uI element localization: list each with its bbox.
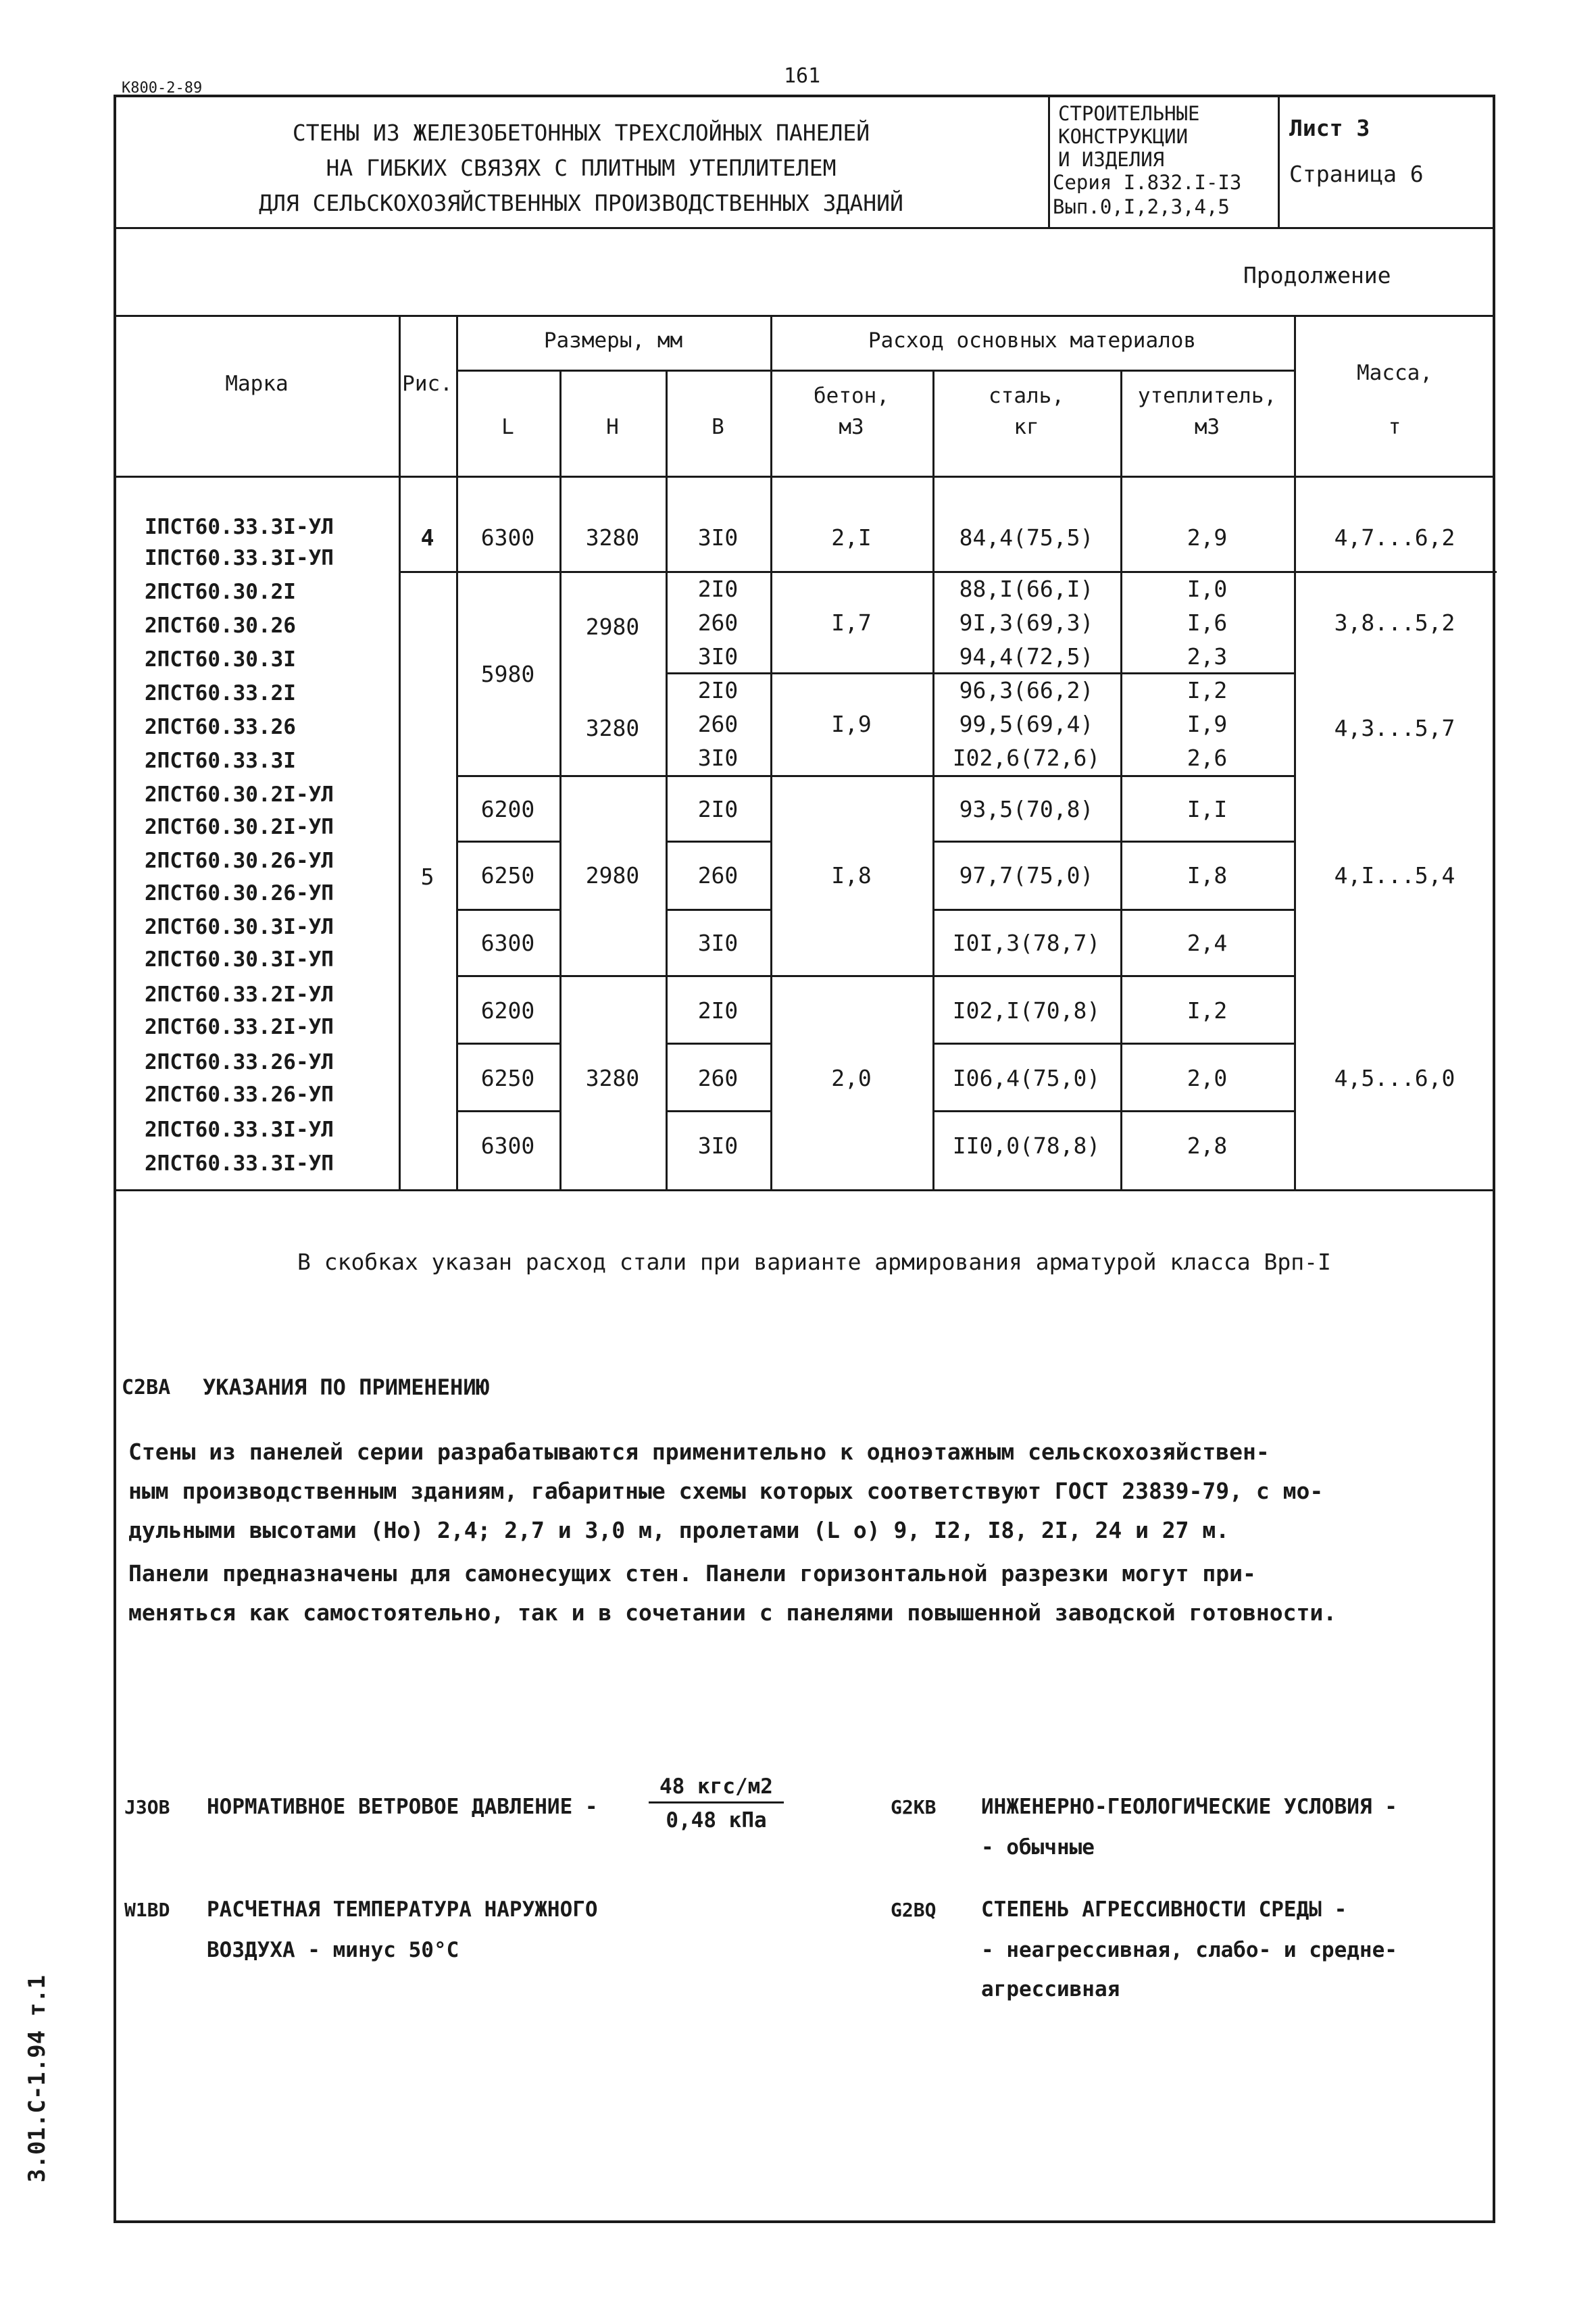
temperature-label-2: ВОЗДУХА - минус 50°С bbox=[207, 1938, 459, 1962]
massa-cell: 4,I...5,4 bbox=[1334, 862, 1455, 889]
ris-cell: 4 bbox=[420, 524, 434, 551]
mark-cell: IПСТ60.33.3I-УП bbox=[145, 546, 334, 570]
mark-cell: 2ПСТ60.30.26-УП bbox=[145, 881, 334, 905]
beton-cell: I,7 bbox=[831, 609, 872, 636]
L-cell: 6250 bbox=[480, 1065, 535, 1091]
stal-cell: I02,6(72,6) bbox=[952, 745, 1101, 771]
mark-cell: 2ПСТ60.33.26 bbox=[145, 715, 296, 739]
temperature-code: W1ВD bbox=[124, 1899, 170, 1921]
stal-cell: 84,4(75,5) bbox=[959, 524, 1094, 551]
col-line-beton bbox=[770, 315, 772, 1189]
mark-cell: 2ПСТ60.33.2I-УЛ bbox=[145, 982, 334, 1007]
row-line-6 bbox=[456, 975, 1294, 977]
col-line-L bbox=[456, 315, 458, 1189]
H-cell: 3280 bbox=[585, 715, 640, 741]
mark-cell: 2ПСТ60.30.3I-УП bbox=[145, 947, 334, 972]
row-line-8a bbox=[456, 1110, 559, 1112]
mark-cell: 2ПСТ60.30.26-УЛ bbox=[145, 849, 334, 873]
series-line-3: И ИЗДЕЛИЯ bbox=[1058, 148, 1165, 171]
aggression-code: G2ВQ bbox=[891, 1899, 937, 1921]
B-cell: 260 bbox=[697, 1065, 739, 1091]
B-cell: 3I0 bbox=[697, 643, 739, 670]
L-cell: 6200 bbox=[480, 796, 535, 822]
row-line-5a bbox=[456, 909, 559, 911]
stal-cell: 99,5(69,4) bbox=[959, 711, 1094, 737]
mark-cell: 2ПСТ60.30.2I bbox=[145, 580, 296, 604]
page-number: 161 bbox=[784, 64, 821, 88]
series-line-1: СТРОИТЕЛЬНЫЕ bbox=[1058, 102, 1200, 125]
mark-cell: 2ПСТ60.33.26-УЛ bbox=[145, 1050, 334, 1074]
header-sub-line bbox=[456, 370, 1294, 372]
table-bottom-line bbox=[114, 1189, 1495, 1191]
page-label: Страница 6 bbox=[1289, 161, 1424, 187]
wind-label: НОРМАТИВНОЕ ВЕТРОВОЕ ДАВЛЕНИЕ - bbox=[207, 1795, 598, 1819]
aggression-value-1: - неагрессивная, слабо- и средне- bbox=[981, 1938, 1397, 1962]
mark-cell: 2ПСТ60.30.2I-УЛ bbox=[145, 782, 334, 807]
L-cell: 6300 bbox=[480, 1132, 535, 1159]
L-cell: 6300 bbox=[480, 524, 535, 551]
title-divider-2 bbox=[1278, 95, 1280, 227]
series-line-4: Серия I.832.I-I3 bbox=[1053, 171, 1242, 194]
header-ris: Рис. bbox=[402, 372, 453, 396]
table-top-line bbox=[114, 315, 1495, 317]
row-line-1 bbox=[399, 571, 1497, 573]
mark-cell: 2ПСТ60.33.2I bbox=[145, 681, 296, 705]
row-line-7c bbox=[932, 1043, 1294, 1045]
temperature-label: РАСЧЕТНАЯ ТЕМПЕРАТУРА НАРУЖНОГО bbox=[207, 1897, 598, 1922]
beton-cell: I,9 bbox=[831, 711, 872, 737]
continuation-label: Продолжение bbox=[1243, 262, 1391, 289]
H-cell: 2980 bbox=[585, 614, 640, 640]
uteplitel-cell: I,9 bbox=[1187, 711, 1228, 737]
header-marka: Марка bbox=[225, 372, 289, 396]
B-cell: 3I0 bbox=[697, 1132, 739, 1159]
title-bottom-line bbox=[114, 227, 1495, 229]
header-L: L bbox=[501, 415, 514, 439]
wind-denominator: 0,48 кПа bbox=[666, 1808, 767, 1833]
header-sizes: Размеры, мм bbox=[543, 328, 683, 353]
mark-cell: 2ПСТ60.33.3I-УП bbox=[145, 1151, 334, 1176]
stal-cell: 96,3(66,2) bbox=[959, 677, 1094, 703]
mark-cell: 2ПСТ60.33.3I bbox=[145, 749, 296, 773]
row-line-7a bbox=[456, 1043, 559, 1045]
B-cell: 2I0 bbox=[697, 796, 739, 822]
stal-cell: I0I,3(78,7) bbox=[952, 930, 1101, 956]
header-materials: Расход основных материалов bbox=[868, 328, 1197, 353]
side-document-code: 3.01.С-1.94 т.1 bbox=[24, 1974, 51, 2183]
B-cell: 260 bbox=[697, 711, 739, 737]
B-cell: 3I0 bbox=[697, 745, 739, 771]
B-cell: 260 bbox=[697, 609, 739, 636]
aggression-value-2: агрессивная bbox=[981, 1977, 1120, 2001]
row-line-7b bbox=[666, 1043, 770, 1045]
L-cell: 6300 bbox=[480, 930, 535, 956]
mark-cell: 2ПСТ60.33.26-УП bbox=[145, 1082, 334, 1107]
row-line-5b bbox=[666, 909, 770, 911]
row-line-8b bbox=[666, 1110, 770, 1112]
aggression-label: СТЕПЕНЬ АГРЕССИВНОСТИ СРЕДЫ - bbox=[981, 1897, 1347, 1922]
B-cell: 3I0 bbox=[697, 930, 739, 956]
uteplitel-cell: I,0 bbox=[1187, 576, 1228, 602]
H-cell: 3280 bbox=[585, 1065, 640, 1091]
header-stal-unit: кг bbox=[1014, 415, 1039, 439]
uteplitel-cell: I,2 bbox=[1187, 677, 1228, 703]
header-uteplitel: утеплитель, bbox=[1137, 384, 1277, 408]
stal-cell: 93,5(70,8) bbox=[959, 796, 1094, 822]
massa-cell: 3,8...5,2 bbox=[1334, 609, 1455, 636]
uteplitel-cell: I,6 bbox=[1187, 609, 1228, 636]
application-heading: УКАЗАНИЯ ПО ПРИМЕНЕНИЮ bbox=[203, 1374, 489, 1400]
uteplitel-cell: 2,6 bbox=[1187, 745, 1228, 771]
stal-cell: I06,4(75,0) bbox=[952, 1065, 1101, 1091]
uteplitel-cell: 2,3 bbox=[1187, 643, 1228, 670]
ris-cell: 5 bbox=[420, 864, 434, 890]
H-cell: 2980 bbox=[585, 862, 640, 889]
H-cell: 3280 bbox=[585, 524, 640, 551]
beton-cell: I,8 bbox=[831, 862, 872, 889]
title-line-3: ДЛЯ СЕЛЬСКОХОЗЯЙСТВЕННЫХ ПРОИЗВОДСТВЕННЫХ ЗДАНИЙ bbox=[259, 190, 903, 216]
mark-cell: 2ПСТ60.30.3I-УЛ bbox=[145, 915, 334, 939]
stal-cell: 94,4(72,5) bbox=[959, 643, 1094, 670]
series-line-5: Вып.0,I,2,3,4,5 bbox=[1053, 195, 1230, 218]
title-divider-1 bbox=[1048, 95, 1050, 227]
stal-cell: 97,7(75,0) bbox=[959, 862, 1094, 889]
B-cell: 2I0 bbox=[697, 576, 739, 602]
mark-cell: 2ПСТ60.30.2I-УП bbox=[145, 815, 334, 839]
series-line-2: КОНСТРУКЦИИ bbox=[1058, 125, 1189, 148]
geology-label: ИНЖЕНЕРНО-ГЕОЛОГИЧЕСКИЕ УСЛОВИЯ - bbox=[981, 1795, 1397, 1819]
L-cell: 6200 bbox=[480, 997, 535, 1024]
application-line-1: Стены из панелей серии разрабатываются применительно к одноэтажным сельскохозяйствен- bbox=[128, 1439, 1270, 1465]
geology-value: - обычные bbox=[981, 1835, 1095, 1860]
uteplitel-cell: 2,4 bbox=[1187, 930, 1228, 956]
B-cell: 2I0 bbox=[697, 677, 739, 703]
massa-cell: 4,7...6,2 bbox=[1334, 524, 1455, 551]
application-code: С2ВА bbox=[122, 1376, 171, 1399]
header-H: H bbox=[606, 415, 619, 439]
row-line-5c bbox=[932, 909, 1294, 911]
wind-numerator: 48 кгс/м2 bbox=[659, 1774, 773, 1799]
mark-cell: 2ПСТ60.30.3I bbox=[145, 647, 296, 672]
header-massa: Масса, bbox=[1357, 361, 1432, 385]
application-line-4: Панели предназначены для самонесущих стен. Панели горизонтальной разрезки могут при- bbox=[128, 1560, 1256, 1587]
stal-cell: I02,I(70,8) bbox=[952, 997, 1101, 1024]
B-cell: 2I0 bbox=[697, 997, 739, 1024]
row-line-3 bbox=[456, 775, 1294, 777]
title-line-2: НА ГИБКИХ СВЯЗЯХ С ПЛИТНЫМ УТЕПЛИТЕЛЕМ bbox=[326, 155, 837, 181]
application-line-2: ным производственным зданиям, габаритные схемы которых соответствуют ГОСТ 23839-79, с мо- bbox=[128, 1478, 1324, 1504]
header-beton-unit: м3 bbox=[839, 415, 864, 439]
header-uteplitel-unit: м3 bbox=[1194, 415, 1220, 439]
mark-cell: 2ПСТ60.30.26 bbox=[145, 614, 296, 638]
stal-cell: 9I,3(69,3) bbox=[959, 609, 1094, 636]
table-header-bottom-line bbox=[114, 476, 1495, 478]
geology-code: G2КВ bbox=[891, 1796, 937, 1818]
table-footnote: В скобках указан расход стали при варианте армирования арматурой класса Врп-I bbox=[297, 1249, 1331, 1275]
row-line-8c bbox=[932, 1110, 1294, 1112]
stal-cell: 88,I(66,I) bbox=[959, 576, 1094, 602]
application-line-3: дульными высотами (Но) 2,4; 2,7 и 3,0 м, пролетами (L о) 9, I2, I8, 2I, 24 и 27 м. bbox=[128, 1517, 1230, 1543]
sheet-label: Лист 3 bbox=[1289, 115, 1370, 141]
wind-fraction-line bbox=[649, 1801, 784, 1803]
wind-code: J3ОВ bbox=[124, 1796, 170, 1818]
document-code: К800-2-89 bbox=[122, 80, 203, 97]
massa-cell: 4,3...5,7 bbox=[1334, 715, 1455, 741]
mark-cell: IПСТ60.33.3I-УЛ bbox=[145, 515, 334, 539]
uteplitel-cell: I,I bbox=[1187, 796, 1228, 822]
header-B: B bbox=[712, 415, 724, 439]
row-line-2 bbox=[666, 672, 1294, 674]
header-massa-unit: т bbox=[1388, 415, 1401, 439]
mark-cell: 2ПСТ60.33.3I-УЛ bbox=[145, 1118, 334, 1142]
uteplitel-cell: I,2 bbox=[1187, 997, 1228, 1024]
L-cell: 6250 bbox=[480, 862, 535, 889]
application-line-5: меняться как самостоятельно, так и в сочетании с панелями повышенной заводской готовности. bbox=[128, 1599, 1337, 1626]
B-cell: 260 bbox=[697, 862, 739, 889]
col-line-massa bbox=[1294, 315, 1296, 1189]
B-cell: 3I0 bbox=[697, 524, 739, 551]
beton-cell: 2,0 bbox=[831, 1065, 872, 1091]
uteplitel-cell: 2,0 bbox=[1187, 1065, 1228, 1091]
row-line-4b bbox=[666, 841, 770, 843]
L-cell: 5980 bbox=[480, 661, 535, 687]
uteplitel-cell: I,8 bbox=[1187, 862, 1228, 889]
beton-cell: 2,I bbox=[831, 524, 872, 551]
col-line-ris bbox=[399, 315, 401, 1189]
header-beton: бетон, bbox=[814, 384, 889, 408]
uteplitel-cell: 2,9 bbox=[1187, 524, 1228, 551]
title-line-1: СТЕНЫ ИЗ ЖЕЛЕЗОБЕТОННЫХ ТРЕХСЛОЙНЫХ ПАНЕЛЕЙ bbox=[292, 120, 870, 146]
mark-cell: 2ПСТ60.33.2I-УП bbox=[145, 1015, 334, 1039]
header-stal: сталь, bbox=[989, 384, 1064, 408]
stal-cell: II0,0(78,8) bbox=[952, 1132, 1101, 1159]
row-line-4a bbox=[456, 841, 559, 843]
row-line-4c bbox=[932, 841, 1294, 843]
uteplitel-cell: 2,8 bbox=[1187, 1132, 1228, 1159]
massa-cell: 4,5...6,0 bbox=[1334, 1065, 1455, 1091]
